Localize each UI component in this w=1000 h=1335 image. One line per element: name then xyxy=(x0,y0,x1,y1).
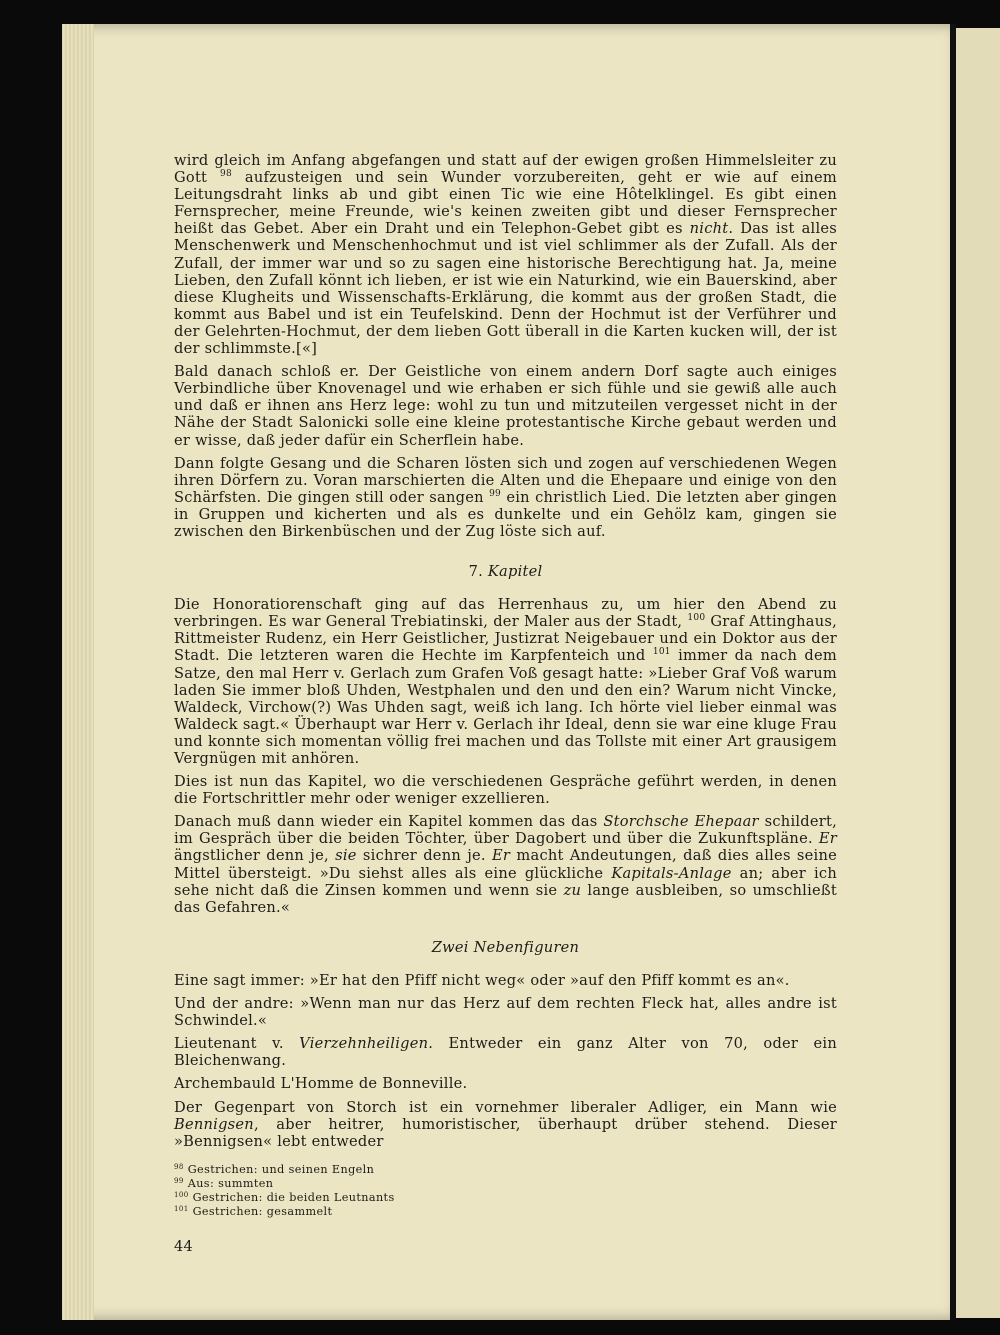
text-run: ein christlich Lied. Die letzten aber gingen in Gruppen und kicherten und als es dunkelte und ein Gehölz kam, gingen sie zwischen den Birkenbüschen und der Zug löste sich auf. xyxy=(174,488,837,540)
text-run: lange ausbleiben, so umschließt das Gefahren.« xyxy=(174,881,837,916)
page-number: 44 xyxy=(174,1238,193,1255)
text-run: . Das ist alles Menschenwerk und Menschenhochmut und ist viel schlimmer als der Zufall. Als der Zufall, der immer war und so zu sagen eine historische Berechtigung hat. Ja, meine Lieben, den Zufall könnt ich lieben, er ist wie ein Naturkind, wie ein Bauerskind, aber diese Klugheits und Wissenschafts-Erklärung, die kommt aus der großen Stadt, die kommt aus Babel und ist ein Teufelskind. Denn der Hochmut ist der Verführer und der Gelehrten-Hochmut, der dem lieben Gott überall in die Karten kucken will, der ist der schlimmste.[«] xyxy=(174,220,837,358)
text-run: an; aber ich sehe nicht daß die Zinsen kommen und wenn sie xyxy=(174,864,837,899)
text-run: Zwei Nebenfiguren xyxy=(431,938,580,956)
text-run: Dann folgte Gesang und die Scharen lösten sich und zogen auf verschiedenen Wegen ihren Dörfern zu. Voran marschierten die Alten und die Ehepaare und einige von den Schärfsten. Die gingen still oder sangen xyxy=(174,454,837,506)
footnote-number: 98 xyxy=(174,1162,184,1171)
text-run: Graf Attinghaus, Rittmeister Rudenz, ein Herr Geistlicher, Justizrat Neigebauer und ein Doktor aus der Stadt. Die letzteren waren die Hechte im Karpfenteich und xyxy=(174,613,837,665)
text-run: Eine sagt immer: »Er hat den Pfiff nicht weg« oder »auf den Pfiff kommt es an«. xyxy=(174,971,790,989)
footnote-text: Gestrichen: und seinen Engeln xyxy=(187,1162,375,1176)
text-run: Kapitals-Anlage xyxy=(611,864,732,882)
paragraph xyxy=(174,813,837,916)
paragraph xyxy=(174,1099,837,1150)
text-run: Dies ist nun das Kapitel, wo die verschiedenen Gespräche geführt werden, in denen die Fortschrittler mehr oder weniger exzellieren. xyxy=(174,773,837,808)
text-run: Er xyxy=(818,830,837,848)
paragraph xyxy=(174,773,837,807)
text-run: ängstlicher denn je, xyxy=(174,847,336,865)
footnote xyxy=(174,1163,837,1177)
footnote xyxy=(174,1191,837,1205)
text-run: Kapitel xyxy=(483,563,543,581)
paragraph xyxy=(174,972,837,989)
facing-page-strip xyxy=(956,28,1000,1318)
footnote-ref: 101 xyxy=(652,647,671,658)
footnote-text: Gestrichen: gesammelt xyxy=(192,1204,333,1218)
footnote-number: 100 xyxy=(174,1190,189,1199)
text-run: , aber heitrer, humoristischer, überhaupt drüber stehend. Dieser »Bennigsen« lebt entweder xyxy=(174,1115,837,1150)
text-run: sichrer denn je. xyxy=(356,847,493,865)
text-run: schildert, im Gespräch über die beiden Töchter, über Dagobert und über die Zukunftspläne. xyxy=(174,813,837,848)
text-run: . Entweder ein ganz Alter von 70, oder ein Bleichenwang. xyxy=(174,1035,837,1070)
page-edge-stack xyxy=(62,24,94,1320)
text-run: zu xyxy=(563,881,582,899)
footnote-number: 101 xyxy=(174,1204,189,1213)
text-run: Bald danach schloß er. Der Geistliche von einem andern Dorf sagte auch einiges Verbindliche über Knovenagel und wie erhaben er sich fühle und sie gewiß alle auch und daß er ihnen ans Herz lege: wohl zu tun und mitzuteilen vergesset nicht in der Nähe der Stadt Salonicki solle eine kleine protestantische Kirche gebaut werden und er wisse, daß jeder dafür ein Scherflein habe. xyxy=(174,363,837,449)
footnote-ref: 98 xyxy=(220,169,232,180)
text-run: nicht xyxy=(689,220,729,238)
text-run: Lieutenant v. xyxy=(174,1035,300,1053)
paragraph xyxy=(174,455,837,540)
footnote-ref: 100 xyxy=(687,613,706,624)
footnote-ref: 99 xyxy=(489,488,502,499)
text-run: Archembauld L'Homme de Bonneville. xyxy=(174,1075,468,1093)
paragraph xyxy=(174,363,837,448)
text-run: Die Honoratiorenschaft ging auf das Herrenhaus zu, um hier den Abend zu verbringen. Es war General Trebiatinski, der Maler aus der Stadt, xyxy=(174,596,837,631)
text-run: Storchsche Ehepaar xyxy=(603,813,759,831)
footnote xyxy=(174,1177,837,1191)
text-run: Bennigsen xyxy=(174,1115,254,1133)
paragraph xyxy=(174,152,837,357)
text-run: immer da nach dem Satze, den mal Herr v. Gerlach zum Grafen Voß gesagt hatte: »Lieber Graf Voß warum laden Sie immer bloß Uhden, Westphalen und den und den ein? Warum nicht Vincke, Waldeck, Virchow(?) Was Uhden sagt, weiß ich lang. Ich hörte viel lieber einmal was Waldeck sagt.« Überhaupt war Herr v. Gerlach ihr Ideal, denn sie war eine kluge Frau und konnte sich momentan völlig frei machen und das Tollste mit einer Art grausigem Vergnügen mit anhören. xyxy=(174,647,837,767)
paragraph xyxy=(174,1075,837,1092)
text-run: Der Gegenpart von Storch ist ein vornehmer liberaler Adliger, ein Mann wie xyxy=(174,1098,837,1116)
body-text xyxy=(174,152,837,1150)
text-run: Er xyxy=(492,847,511,865)
footnote-text: Aus: summten xyxy=(187,1176,274,1190)
page-text xyxy=(174,152,837,1256)
text-run: Vierzehnheiligen xyxy=(299,1035,429,1053)
footnote-number: 99 xyxy=(174,1176,184,1185)
paragraph xyxy=(174,596,837,767)
text-run: sie xyxy=(335,847,357,865)
footnotes xyxy=(174,1163,837,1219)
footnote-text: Gestrichen: die beiden Leutnants xyxy=(192,1190,395,1204)
text-run: aufzusteigen und sein Wunder vorzubereiten, geht er wie auf einem Leitungsdraht links ab und gibt einen Tic wie eine Hôtelklingel. Es gibt einen Fernsprecher, meine Freunde, wie's keinen zweiten gibt und dieser Fernsprecher heißt das Gebet. Aber ein Draht und ein Telephon-Gebet gibt es xyxy=(174,169,838,238)
section-heading xyxy=(174,563,837,580)
footnote xyxy=(174,1205,837,1219)
section-heading xyxy=(174,939,837,956)
paragraph xyxy=(174,995,837,1029)
text-run: macht Andeutungen, daß dies alles seine Mittel übersteigt. »Du siehst alles als eine glückliche xyxy=(174,847,837,882)
paragraph xyxy=(174,1035,837,1069)
text-run: 7. xyxy=(468,563,483,581)
text-run: wird gleich im Anfang abgefangen und statt auf der ewigen großen Himmelsleiter zu Gott xyxy=(174,152,837,187)
text-run: Und der andre: »Wenn man nur das Herz auf dem rechten Fleck hat, alles andre ist Schwindel.« xyxy=(174,995,837,1030)
text-run: Danach muß dann wieder ein Kapitel kommen das das xyxy=(174,813,604,831)
